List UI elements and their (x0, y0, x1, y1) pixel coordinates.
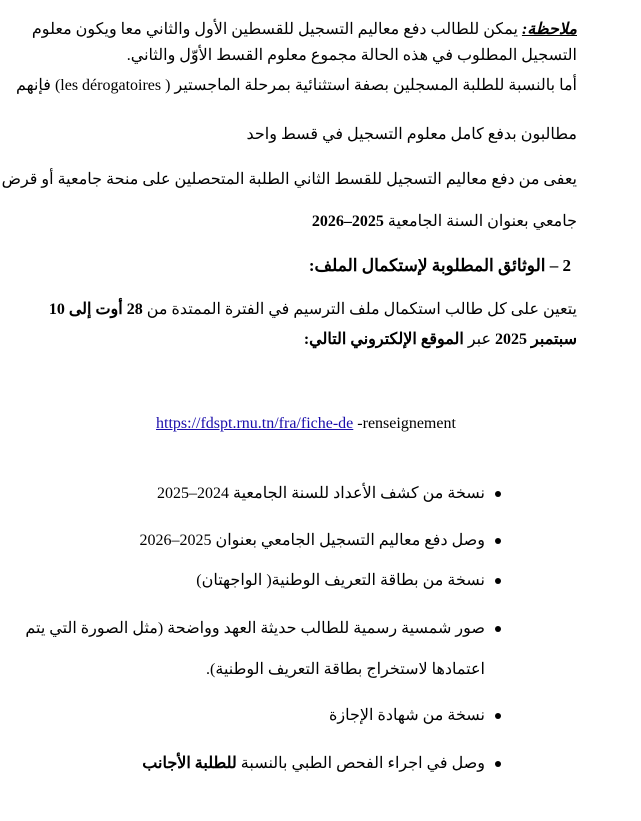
list-item: وصل دفع معاليم التسجيل الجامعي بعنوان 2025–2026 (139, 532, 485, 549)
section-title: – الوثائق المطلوبة لإستكمال الملف: (308, 256, 559, 275)
end-date: سبتمبر 2025 (495, 331, 577, 348)
website-label: الموقع الإلكتروني التالي: (303, 331, 464, 348)
note-label: ملاحظة: (521, 21, 577, 38)
instruction-line-2 (304, 330, 577, 350)
note-line-2: التسجيل المطلوب في هذه الحالة مجموع معلوم القسط الأوّل والثاني. (126, 47, 577, 64)
note-line-6 (312, 212, 577, 232)
list-item-text: وصل في اجراء الفحص الطبي بالنسبة (240, 755, 485, 772)
bullet-icon (495, 538, 501, 544)
instruction-line-1 (49, 300, 577, 320)
instruction-text: يتعين على كل طالب استكمال ملف الترسيم في الفترة الممتدة من (146, 301, 577, 318)
list-item: نسخة من كشف الأعداد للسنة الجامعية 2024–2025 (157, 485, 485, 502)
note-text-1: يمكن للطالب دفع معاليم التسجيل للقسطين الأول والثاني معا ويكون معلوم (31, 21, 518, 38)
note-line-1 (32, 20, 577, 40)
note-text-6: جامعي بعنوان السنة الجامعية (387, 213, 577, 230)
list-item: نسخة من شهادة الإجازة (329, 707, 485, 724)
list-item-continuation: اعتمادها لاستخراج بطاقة التعريف الوطنية). (206, 661, 485, 678)
via-text: عبر (467, 331, 492, 348)
list-item: نسخة من بطاقة التعريف الوطنية( الواجهتان) (196, 572, 485, 589)
bullet-icon (495, 578, 501, 584)
academic-year: 2025–2026 (311, 213, 384, 230)
bullet-icon (495, 491, 501, 497)
note-line-3: أما بالنسبة للطلبة المسجلين بصفة استثنائية بمرحلة الماجستير ( les dérogatoires) فإنهم (15, 77, 577, 94)
bullet-icon (495, 626, 501, 632)
bullet-icon (495, 761, 501, 767)
list-item: صور شمسية رسمية للطالب حديثة العهد وواضحة (مثل الصورة التي يتم (25, 620, 485, 637)
bullet-icon (495, 713, 501, 719)
website-suffix: -renseignement (357, 415, 456, 432)
website-line (156, 414, 456, 434)
section-heading (309, 256, 571, 276)
date-range: 28 أوت إلى 10 (48, 301, 143, 318)
list-item (142, 754, 485, 774)
website-link[interactable]: https://fdspt.rnu.tn/fra/fiche-de (156, 415, 354, 432)
note-line-5: يعفى من دفع معاليم التسجيل للقسط الثاني الطلبة المتحصلين على منحة جامعية أو قرض (1, 171, 577, 188)
section-number: 2 (562, 256, 571, 275)
foreign-students: للطلبة الأجانب (142, 755, 237, 772)
note-line-4: مطالبون بدفع كامل معلوم التسجيل في قسط واحد (246, 126, 577, 143)
